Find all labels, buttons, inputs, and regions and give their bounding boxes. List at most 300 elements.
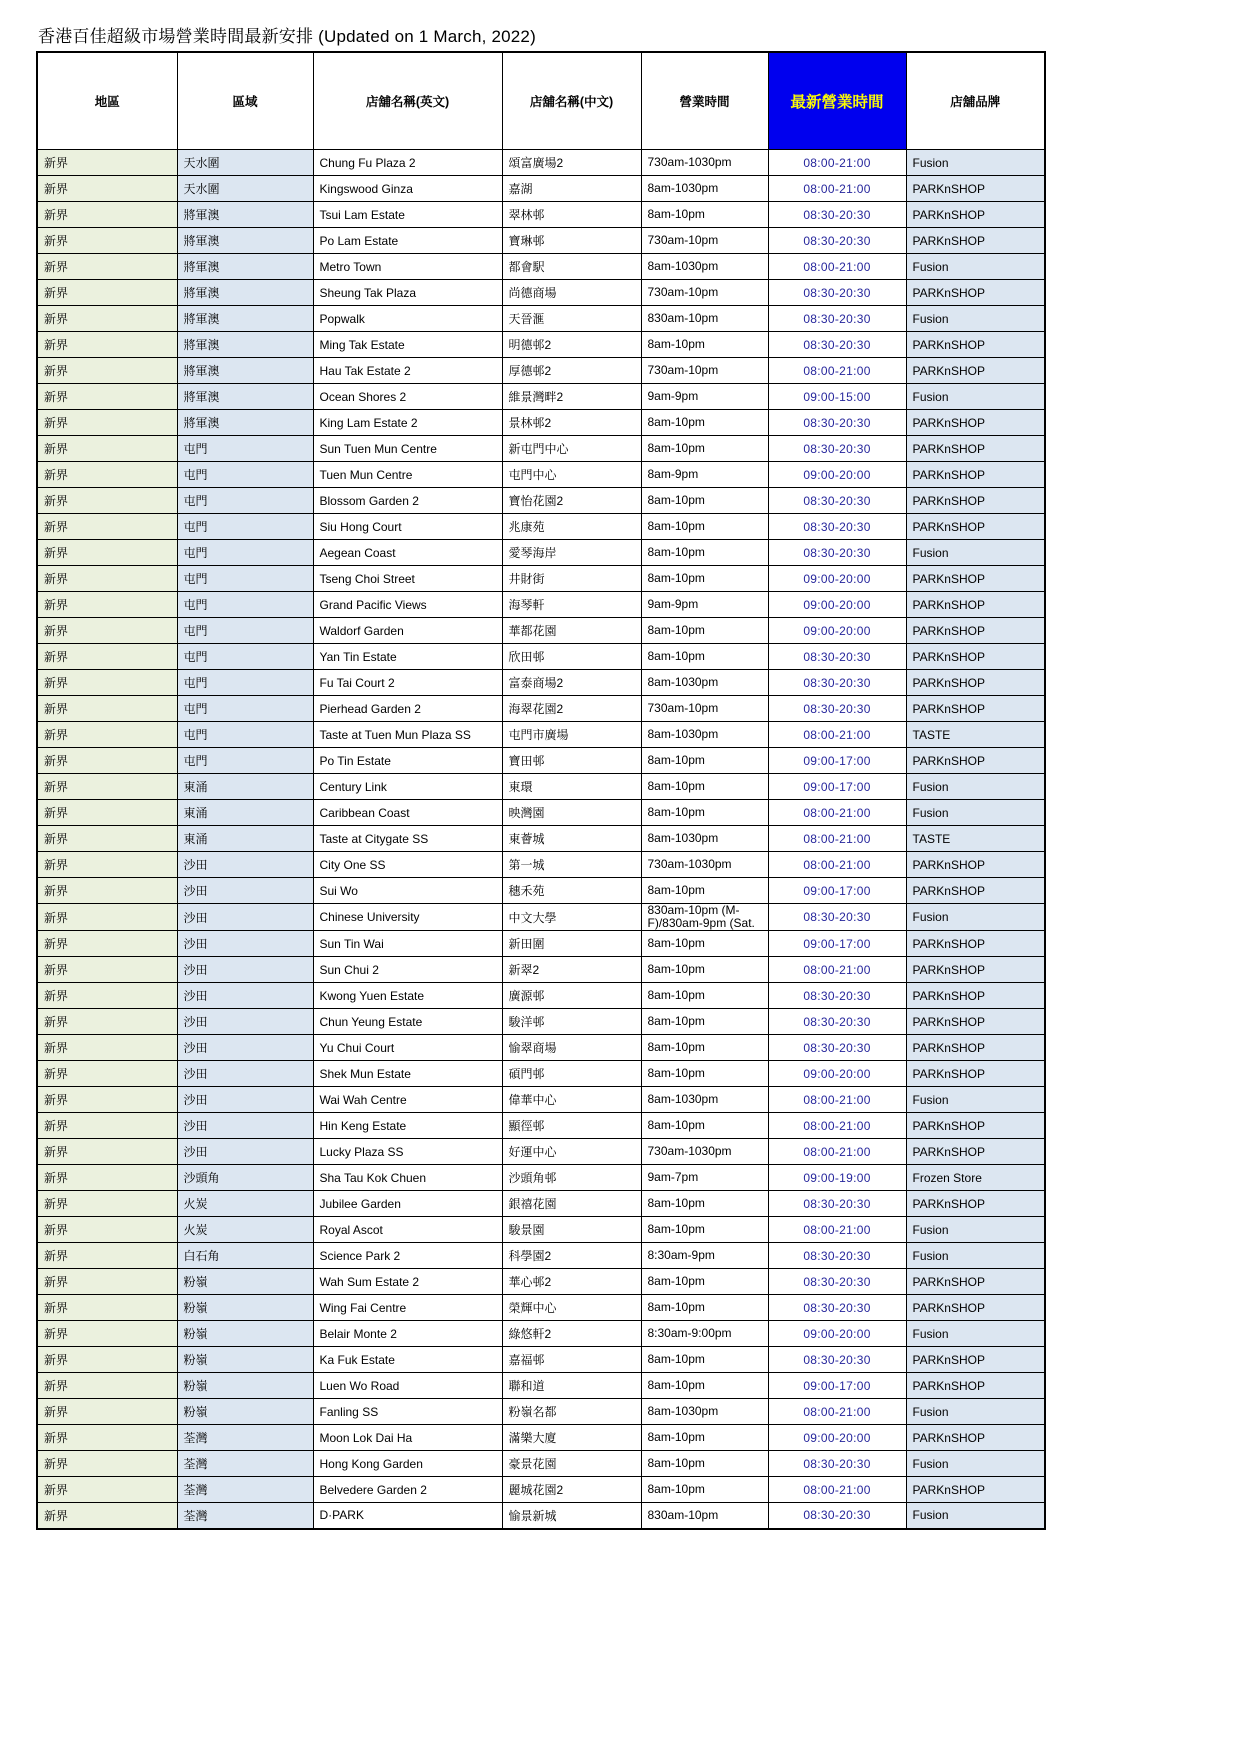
cell-hours: 8am-10pm bbox=[641, 618, 768, 644]
cell-region: 新界 bbox=[37, 228, 177, 254]
cell-store-name-zh: 科學園2 bbox=[502, 1243, 641, 1269]
cell-brand: Fusion bbox=[906, 384, 1045, 410]
cell-store-name-zh: 粉嶺名都 bbox=[502, 1399, 641, 1425]
cell-store-name-en: Hin Keng Estate bbox=[313, 1113, 502, 1139]
table-row bbox=[37, 1113, 1045, 1139]
cell-district: 將軍澳 bbox=[177, 384, 313, 410]
cell-new-hours: 08:30-20:30 bbox=[768, 280, 906, 306]
cell-store-name-en: Ka Fuk Estate bbox=[313, 1347, 502, 1373]
cell-district: 天水圍 bbox=[177, 150, 313, 176]
cell-brand: Fusion bbox=[906, 254, 1045, 280]
cell-region: 新界 bbox=[37, 931, 177, 957]
cell-district: 屯門 bbox=[177, 748, 313, 774]
cell-store-name-zh: 新田圍 bbox=[502, 931, 641, 957]
table-row bbox=[37, 983, 1045, 1009]
cell-store-name-en: Po Tin Estate bbox=[313, 748, 502, 774]
cell-region: 新界 bbox=[37, 957, 177, 983]
table-row bbox=[37, 1425, 1045, 1451]
cell-brand: TASTE bbox=[906, 722, 1045, 748]
cell-brand: PARKnSHOP bbox=[906, 748, 1045, 774]
cell-brand: Fusion bbox=[906, 774, 1045, 800]
column-header-region: 地區 bbox=[37, 52, 177, 150]
cell-brand: PARKnSHOP bbox=[906, 358, 1045, 384]
cell-district: 屯門 bbox=[177, 566, 313, 592]
cell-district: 將軍澳 bbox=[177, 332, 313, 358]
cell-hours: 8am-10pm bbox=[641, 410, 768, 436]
cell-region: 新界 bbox=[37, 488, 177, 514]
cell-store-name-zh: 銀禧花園 bbox=[502, 1191, 641, 1217]
table-row bbox=[37, 1035, 1045, 1061]
cell-district: 火炭 bbox=[177, 1191, 313, 1217]
cell-brand: PARKnSHOP bbox=[906, 1139, 1045, 1165]
cell-region: 新界 bbox=[37, 176, 177, 202]
cell-district: 將軍澳 bbox=[177, 280, 313, 306]
cell-store-name-en: Shek Mun Estate bbox=[313, 1061, 502, 1087]
cell-store-name-zh: 海翠花園2 bbox=[502, 696, 641, 722]
cell-district: 粉嶺 bbox=[177, 1399, 313, 1425]
cell-hours: 8am-10pm bbox=[641, 1347, 768, 1373]
column-header-name-zh: 店舖名稱(中文) bbox=[502, 52, 641, 150]
cell-store-name-en: Sheung Tak Plaza bbox=[313, 280, 502, 306]
cell-region: 新界 bbox=[37, 826, 177, 852]
cell-brand: Fusion bbox=[906, 1399, 1045, 1425]
header-row bbox=[37, 52, 1045, 150]
cell-district: 將軍澳 bbox=[177, 228, 313, 254]
cell-hours: 8am-10pm bbox=[641, 957, 768, 983]
table-row bbox=[37, 1269, 1045, 1295]
cell-brand: PARKnSHOP bbox=[906, 618, 1045, 644]
cell-region: 新界 bbox=[37, 358, 177, 384]
cell-store-name-en: Caribbean Coast bbox=[313, 800, 502, 826]
cell-hours: 8am-10pm bbox=[641, 488, 768, 514]
cell-district: 沙田 bbox=[177, 878, 313, 904]
cell-hours: 8am-10pm bbox=[641, 1113, 768, 1139]
cell-store-name-en: Blossom Garden 2 bbox=[313, 488, 502, 514]
cell-region: 新界 bbox=[37, 436, 177, 462]
table-row bbox=[37, 436, 1045, 462]
table-row bbox=[37, 1087, 1045, 1113]
cell-hours: 8am-10pm bbox=[641, 878, 768, 904]
cell-district: 粉嶺 bbox=[177, 1321, 313, 1347]
table-row bbox=[37, 1347, 1045, 1373]
cell-hours: 9am-9pm bbox=[641, 384, 768, 410]
cell-region: 新界 bbox=[37, 1139, 177, 1165]
cell-store-name-en: Luen Wo Road bbox=[313, 1373, 502, 1399]
cell-new-hours: 08:30-20:30 bbox=[768, 202, 906, 228]
cell-region: 新界 bbox=[37, 852, 177, 878]
cell-hours: 730am-1030pm bbox=[641, 150, 768, 176]
cell-region: 新界 bbox=[37, 1321, 177, 1347]
cell-hours: 730am-10pm bbox=[641, 228, 768, 254]
cell-new-hours: 08:30-20:30 bbox=[768, 436, 906, 462]
cell-store-name-en: Fanling SS bbox=[313, 1399, 502, 1425]
cell-new-hours: 09:00-20:00 bbox=[768, 592, 906, 618]
cell-store-name-en: Taste at Citygate SS bbox=[313, 826, 502, 852]
cell-district: 火炭 bbox=[177, 1217, 313, 1243]
cell-region: 新界 bbox=[37, 514, 177, 540]
cell-store-name-en: Chung Fu Plaza 2 bbox=[313, 150, 502, 176]
cell-district: 將軍澳 bbox=[177, 254, 313, 280]
cell-store-name-zh: 兆康苑 bbox=[502, 514, 641, 540]
cell-hours: 8am-1030pm bbox=[641, 722, 768, 748]
cell-new-hours: 08:00-21:00 bbox=[768, 800, 906, 826]
cell-brand: Frozen Store bbox=[906, 1165, 1045, 1191]
cell-store-name-zh: 華都花園 bbox=[502, 618, 641, 644]
cell-district: 沙田 bbox=[177, 904, 313, 931]
cell-hours: 8am-10pm bbox=[641, 800, 768, 826]
cell-store-name-en: Siu Hong Court bbox=[313, 514, 502, 540]
cell-region: 新界 bbox=[37, 150, 177, 176]
cell-new-hours: 09:00-17:00 bbox=[768, 748, 906, 774]
cell-store-name-en: Popwalk bbox=[313, 306, 502, 332]
cell-region: 新界 bbox=[37, 254, 177, 280]
table-row bbox=[37, 1503, 1045, 1529]
cell-hours: 8am-1030pm bbox=[641, 176, 768, 202]
cell-district: 荃灣 bbox=[177, 1425, 313, 1451]
cell-store-name-zh: 維景灣畔2 bbox=[502, 384, 641, 410]
table-row bbox=[37, 358, 1045, 384]
cell-brand: PARKnSHOP bbox=[906, 1113, 1045, 1139]
cell-brand: PARKnSHOP bbox=[906, 462, 1045, 488]
cell-region: 新界 bbox=[37, 1009, 177, 1035]
cell-store-name-en: Hong Kong Garden bbox=[313, 1451, 502, 1477]
table-row bbox=[37, 1399, 1045, 1425]
cell-store-name-en: Sun Tin Wai bbox=[313, 931, 502, 957]
cell-hours: 8:30am-9:00pm bbox=[641, 1321, 768, 1347]
cell-hours: 8am-10pm bbox=[641, 931, 768, 957]
cell-hours: 730am-10pm bbox=[641, 280, 768, 306]
cell-store-name-en: Taste at Tuen Mun Plaza SS bbox=[313, 722, 502, 748]
cell-store-name-en: Belvedere Garden 2 bbox=[313, 1477, 502, 1503]
table-row bbox=[37, 1165, 1045, 1191]
cell-new-hours: 08:30-20:30 bbox=[768, 904, 906, 931]
cell-new-hours: 08:30-20:30 bbox=[768, 1009, 906, 1035]
table-row bbox=[37, 800, 1045, 826]
cell-brand: Fusion bbox=[906, 1087, 1045, 1113]
column-header-hours: 營業時間 bbox=[641, 52, 768, 150]
cell-district: 沙田 bbox=[177, 983, 313, 1009]
table-row bbox=[37, 618, 1045, 644]
cell-new-hours: 08:00-21:00 bbox=[768, 254, 906, 280]
cell-region: 新界 bbox=[37, 748, 177, 774]
cell-store-name-zh: 欣田邨 bbox=[502, 644, 641, 670]
cell-district: 沙田 bbox=[177, 1113, 313, 1139]
cell-hours: 8am-10pm bbox=[641, 202, 768, 228]
cell-new-hours: 09:00-17:00 bbox=[768, 878, 906, 904]
cell-brand: Fusion bbox=[906, 800, 1045, 826]
table-row bbox=[37, 1321, 1045, 1347]
table-row bbox=[37, 462, 1045, 488]
table-row bbox=[37, 254, 1045, 280]
cell-brand: PARKnSHOP bbox=[906, 670, 1045, 696]
table-row bbox=[37, 592, 1045, 618]
cell-region: 新界 bbox=[37, 1425, 177, 1451]
cell-region: 新界 bbox=[37, 1165, 177, 1191]
cell-region: 新界 bbox=[37, 332, 177, 358]
cell-district: 沙田 bbox=[177, 1035, 313, 1061]
cell-store-name-zh: 翠林邨 bbox=[502, 202, 641, 228]
cell-region: 新界 bbox=[37, 1217, 177, 1243]
cell-hours: 8am-10pm bbox=[641, 1477, 768, 1503]
cell-district: 將軍澳 bbox=[177, 306, 313, 332]
cell-hours: 730am-10pm bbox=[641, 358, 768, 384]
table-row bbox=[37, 1477, 1045, 1503]
table-row bbox=[37, 722, 1045, 748]
cell-store-name-en: Wai Wah Centre bbox=[313, 1087, 502, 1113]
cell-district: 荃灣 bbox=[177, 1477, 313, 1503]
cell-new-hours: 08:30-20:30 bbox=[768, 1451, 906, 1477]
cell-store-name-en: Tseng Choi Street bbox=[313, 566, 502, 592]
cell-hours: 8am-1030pm bbox=[641, 1087, 768, 1113]
cell-store-name-zh: 沙頭角邨 bbox=[502, 1165, 641, 1191]
cell-new-hours: 08:00-21:00 bbox=[768, 852, 906, 878]
cell-new-hours: 08:30-20:30 bbox=[768, 1191, 906, 1217]
cell-new-hours: 08:30-20:30 bbox=[768, 410, 906, 436]
cell-brand: PARKnSHOP bbox=[906, 1373, 1045, 1399]
cell-new-hours: 08:30-20:30 bbox=[768, 332, 906, 358]
cell-district: 屯門 bbox=[177, 514, 313, 540]
cell-new-hours: 08:30-20:30 bbox=[768, 983, 906, 1009]
cell-district: 屯門 bbox=[177, 436, 313, 462]
cell-hours: 830am-10pm (M-F)/830am-9pm (Sat. bbox=[641, 904, 768, 931]
cell-store-name-en: Kwong Yuen Estate bbox=[313, 983, 502, 1009]
cell-store-name-zh: 愉景新城 bbox=[502, 1503, 641, 1529]
cell-store-name-zh: 綠悠軒2 bbox=[502, 1321, 641, 1347]
cell-district: 屯門 bbox=[177, 670, 313, 696]
cell-brand: PARKnSHOP bbox=[906, 1191, 1045, 1217]
cell-hours: 8am-10pm bbox=[641, 748, 768, 774]
cell-store-name-en: Tsui Lam Estate bbox=[313, 202, 502, 228]
cell-district: 東涌 bbox=[177, 800, 313, 826]
cell-brand: Fusion bbox=[906, 1451, 1045, 1477]
cell-region: 新界 bbox=[37, 1503, 177, 1529]
cell-store-name-en: Belair Monte 2 bbox=[313, 1321, 502, 1347]
cell-store-name-zh: 尚德商場 bbox=[502, 280, 641, 306]
table-row bbox=[37, 228, 1045, 254]
cell-store-name-zh: 都會駅 bbox=[502, 254, 641, 280]
table-row bbox=[37, 1139, 1045, 1165]
cell-region: 新界 bbox=[37, 1399, 177, 1425]
cell-new-hours: 08:30-20:30 bbox=[768, 1347, 906, 1373]
cell-district: 沙頭角 bbox=[177, 1165, 313, 1191]
cell-hours: 8am-10pm bbox=[641, 514, 768, 540]
cell-hours: 8am-10pm bbox=[641, 774, 768, 800]
table-row bbox=[37, 410, 1045, 436]
cell-new-hours: 08:30-20:30 bbox=[768, 514, 906, 540]
cell-brand: PARKnSHOP bbox=[906, 1035, 1045, 1061]
cell-new-hours: 08:00-21:00 bbox=[768, 1399, 906, 1425]
cell-store-name-en: Chun Yeung Estate bbox=[313, 1009, 502, 1035]
cell-hours: 8am-10pm bbox=[641, 540, 768, 566]
cell-store-name-zh: 富泰商場2 bbox=[502, 670, 641, 696]
cell-district: 粉嶺 bbox=[177, 1373, 313, 1399]
cell-new-hours: 08:00-21:00 bbox=[768, 1139, 906, 1165]
cell-region: 新界 bbox=[37, 1243, 177, 1269]
cell-region: 新界 bbox=[37, 1087, 177, 1113]
cell-brand: Fusion bbox=[906, 1217, 1045, 1243]
cell-region: 新界 bbox=[37, 1113, 177, 1139]
cell-new-hours: 08:30-20:30 bbox=[768, 540, 906, 566]
cell-store-name-zh: 駿景園 bbox=[502, 1217, 641, 1243]
table-row bbox=[37, 1373, 1045, 1399]
cell-store-name-zh: 映灣園 bbox=[502, 800, 641, 826]
cell-district: 沙田 bbox=[177, 1087, 313, 1113]
table-row bbox=[37, 957, 1045, 983]
cell-store-name-zh: 顯徑邨 bbox=[502, 1113, 641, 1139]
cell-hours: 8am-10pm bbox=[641, 436, 768, 462]
cell-region: 新界 bbox=[37, 722, 177, 748]
cell-store-name-zh: 東薈城 bbox=[502, 826, 641, 852]
cell-new-hours: 08:00-21:00 bbox=[768, 722, 906, 748]
cell-brand: PARKnSHOP bbox=[906, 1477, 1045, 1503]
cell-brand: TASTE bbox=[906, 826, 1045, 852]
cell-hours: 8am-10pm bbox=[641, 1009, 768, 1035]
cell-hours: 8:30am-9pm bbox=[641, 1243, 768, 1269]
cell-district: 沙田 bbox=[177, 1061, 313, 1087]
cell-store-name-zh: 華心邨2 bbox=[502, 1269, 641, 1295]
cell-store-name-zh: 新翠2 bbox=[502, 957, 641, 983]
cell-new-hours: 08:00-21:00 bbox=[768, 1477, 906, 1503]
cell-store-name-zh: 豪景花園 bbox=[502, 1451, 641, 1477]
table-row bbox=[37, 1009, 1045, 1035]
table-row bbox=[37, 774, 1045, 800]
cell-store-name-en: Kingswood Ginza bbox=[313, 176, 502, 202]
table-row bbox=[37, 306, 1045, 332]
cell-store-name-en: Metro Town bbox=[313, 254, 502, 280]
cell-hours: 8am-10pm bbox=[641, 1373, 768, 1399]
cell-store-name-zh: 景林邨2 bbox=[502, 410, 641, 436]
table-row bbox=[37, 280, 1045, 306]
cell-hours: 8am-10pm bbox=[641, 1061, 768, 1087]
cell-store-name-en: Sun Chui 2 bbox=[313, 957, 502, 983]
cell-new-hours: 09:00-17:00 bbox=[768, 931, 906, 957]
cell-new-hours: 08:30-20:30 bbox=[768, 1503, 906, 1529]
cell-region: 新界 bbox=[37, 800, 177, 826]
cell-hours: 8am-10pm bbox=[641, 566, 768, 592]
cell-brand: PARKnSHOP bbox=[906, 1061, 1045, 1087]
cell-store-name-en: Wing Fai Centre bbox=[313, 1295, 502, 1321]
cell-hours: 8am-10pm bbox=[641, 1191, 768, 1217]
cell-hours: 8am-10pm bbox=[641, 1295, 768, 1321]
cell-district: 將軍澳 bbox=[177, 358, 313, 384]
cell-district: 屯門 bbox=[177, 722, 313, 748]
cell-store-name-zh: 寶田邨 bbox=[502, 748, 641, 774]
cell-new-hours: 08:00-21:00 bbox=[768, 358, 906, 384]
cell-brand: Fusion bbox=[906, 1321, 1045, 1347]
cell-store-name-en: D·PARK bbox=[313, 1503, 502, 1529]
cell-new-hours: 09:00-19:00 bbox=[768, 1165, 906, 1191]
cell-hours: 8am-10pm bbox=[641, 1451, 768, 1477]
cell-brand: PARKnSHOP bbox=[906, 1009, 1045, 1035]
cell-hours: 8am-10pm bbox=[641, 644, 768, 670]
cell-hours: 8am-1030pm bbox=[641, 254, 768, 280]
cell-brand: PARKnSHOP bbox=[906, 1425, 1045, 1451]
table-row bbox=[37, 670, 1045, 696]
cell-region: 新界 bbox=[37, 592, 177, 618]
cell-district: 沙田 bbox=[177, 957, 313, 983]
cell-store-name-zh: 滿樂大廈 bbox=[502, 1425, 641, 1451]
cell-region: 新界 bbox=[37, 1451, 177, 1477]
cell-store-name-en: Aegean Coast bbox=[313, 540, 502, 566]
cell-hours: 9am-9pm bbox=[641, 592, 768, 618]
cell-store-name-zh: 第一城 bbox=[502, 852, 641, 878]
column-header-new: 最新營業時間 bbox=[768, 52, 906, 150]
cell-store-name-zh: 新屯門中心 bbox=[502, 436, 641, 462]
cell-store-name-en: Sui Wo bbox=[313, 878, 502, 904]
cell-store-name-zh: 東環 bbox=[502, 774, 641, 800]
cell-store-name-zh: 偉華中心 bbox=[502, 1087, 641, 1113]
cell-brand: PARKnSHOP bbox=[906, 566, 1045, 592]
cell-store-name-zh: 中文大學 bbox=[502, 904, 641, 931]
cell-district: 屯門 bbox=[177, 540, 313, 566]
cell-store-name-zh: 駿洋邨 bbox=[502, 1009, 641, 1035]
table-row bbox=[37, 488, 1045, 514]
table-row bbox=[37, 826, 1045, 852]
cell-region: 新界 bbox=[37, 878, 177, 904]
cell-store-name-zh: 寶怡花園2 bbox=[502, 488, 641, 514]
cell-store-name-zh: 嘉福邨 bbox=[502, 1347, 641, 1373]
cell-new-hours: 08:30-20:30 bbox=[768, 1295, 906, 1321]
cell-store-name-zh: 廣源邨 bbox=[502, 983, 641, 1009]
cell-store-name-zh: 麗城花園2 bbox=[502, 1477, 641, 1503]
cell-region: 新界 bbox=[37, 202, 177, 228]
cell-brand: PARKnSHOP bbox=[906, 176, 1045, 202]
cell-store-name-en: Ocean Shores 2 bbox=[313, 384, 502, 410]
cell-brand: PARKnSHOP bbox=[906, 280, 1045, 306]
cell-district: 沙田 bbox=[177, 1009, 313, 1035]
cell-new-hours: 08:00-21:00 bbox=[768, 1217, 906, 1243]
table-row bbox=[37, 514, 1045, 540]
cell-new-hours: 08:00-21:00 bbox=[768, 176, 906, 202]
table-row bbox=[37, 878, 1045, 904]
cell-region: 新界 bbox=[37, 1035, 177, 1061]
table-body bbox=[37, 150, 1045, 1529]
cell-district: 屯門 bbox=[177, 696, 313, 722]
cell-new-hours: 08:00-21:00 bbox=[768, 826, 906, 852]
cell-store-name-zh: 海琴軒 bbox=[502, 592, 641, 618]
table-row bbox=[37, 540, 1045, 566]
cell-region: 新界 bbox=[37, 1373, 177, 1399]
cell-store-name-en: City One SS bbox=[313, 852, 502, 878]
cell-hours: 8am-10pm bbox=[641, 1425, 768, 1451]
cell-district: 東涌 bbox=[177, 826, 313, 852]
table-row bbox=[37, 644, 1045, 670]
cell-hours: 730am-1030pm bbox=[641, 1139, 768, 1165]
cell-store-name-zh: 屯門中心 bbox=[502, 462, 641, 488]
cell-new-hours: 08:00-21:00 bbox=[768, 957, 906, 983]
table-row bbox=[37, 566, 1045, 592]
table-row bbox=[37, 384, 1045, 410]
cell-region: 新界 bbox=[37, 904, 177, 931]
cell-brand: PARKnSHOP bbox=[906, 410, 1045, 436]
cell-region: 新界 bbox=[37, 670, 177, 696]
cell-store-name-zh: 碩門邨 bbox=[502, 1061, 641, 1087]
cell-store-name-en: Yan Tin Estate bbox=[313, 644, 502, 670]
cell-store-name-zh: 明德邨2 bbox=[502, 332, 641, 358]
cell-store-name-zh: 好運中心 bbox=[502, 1139, 641, 1165]
cell-store-name-en: Sun Tuen Mun Centre bbox=[313, 436, 502, 462]
cell-brand: PARKnSHOP bbox=[906, 514, 1045, 540]
cell-brand: PARKnSHOP bbox=[906, 957, 1045, 983]
cell-store-name-zh: 穗禾苑 bbox=[502, 878, 641, 904]
cell-store-name-en: King Lam Estate 2 bbox=[313, 410, 502, 436]
cell-store-name-en: Pierhead Garden 2 bbox=[313, 696, 502, 722]
cell-store-name-zh: 天晉滙 bbox=[502, 306, 641, 332]
cell-district: 荃灣 bbox=[177, 1503, 313, 1529]
cell-brand: PARKnSHOP bbox=[906, 852, 1045, 878]
cell-brand: Fusion bbox=[906, 306, 1045, 332]
cell-new-hours: 09:00-20:00 bbox=[768, 566, 906, 592]
